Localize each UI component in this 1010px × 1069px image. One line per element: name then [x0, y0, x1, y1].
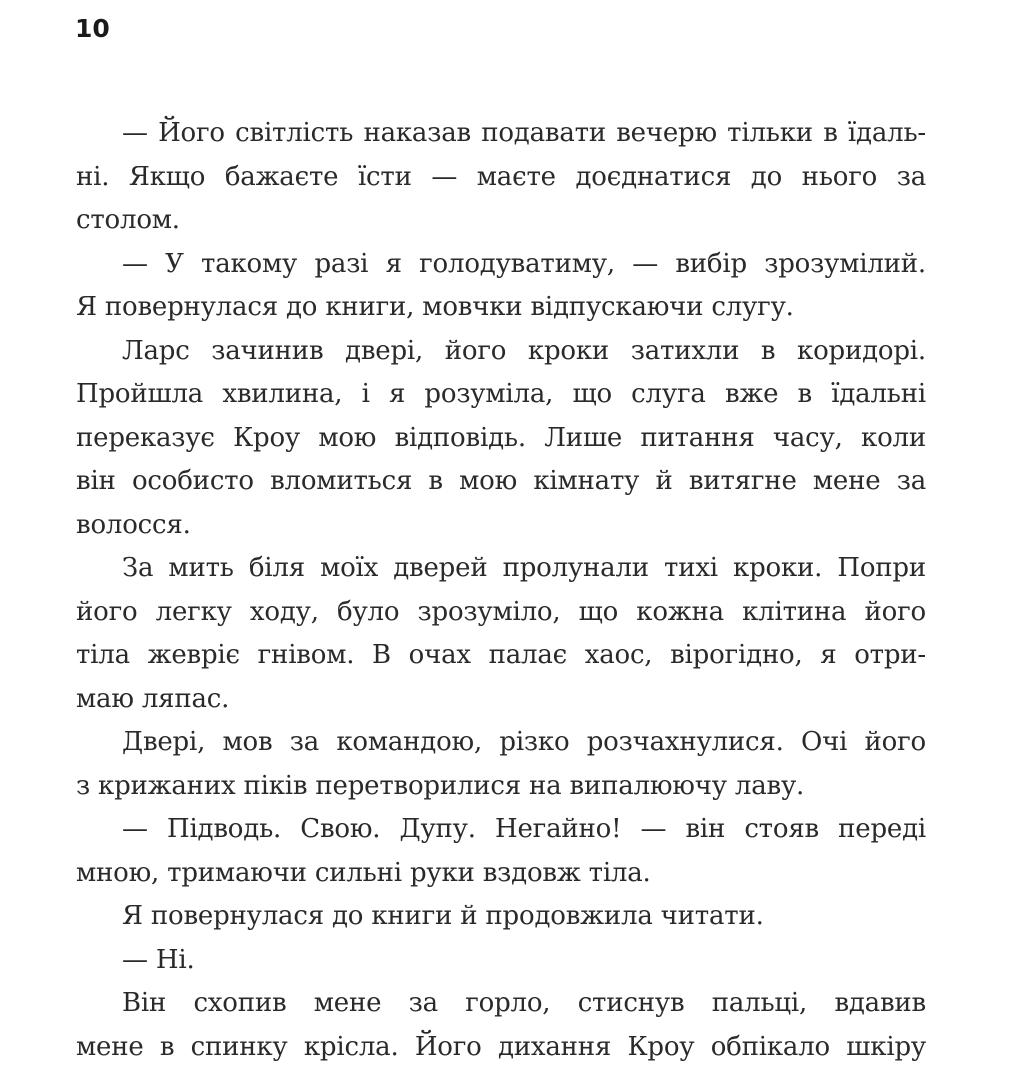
text-line: — Його світлість наказав подавати вечерю тільки в їдаль-	[122, 118, 926, 148]
text-line: маю ляпас.	[76, 683, 230, 714]
text-line: він особисто вломиться в мою кімнату й витягне мене за	[76, 466, 926, 496]
text-line: Ларс зачинив двері, його кроки затихли в коридорі.	[122, 335, 926, 366]
text-line: столом.	[76, 205, 180, 235]
text-line: тіла жевріє гнівом. В очах палає хаос, вірогідно, я отри-	[76, 640, 926, 670]
text-line: ні. Якщо бажаєте їсти — маєте доєднатися до нього за	[76, 161, 926, 192]
text-line: Двері, мов за командою, різко розчахнулися. Очі його	[122, 727, 926, 757]
text-line: За мить біля моїх дверей пролунали тихі кроки. Попри	[122, 553, 926, 583]
text-line: — Ні.	[122, 944, 195, 975]
text-line: переказує Кроу мою відповідь. Лише питання часу, коли	[76, 422, 926, 453]
text-line: мною, тримаючи сильні руки вздовж тіла.	[76, 857, 651, 888]
text-line: його легку ходу, було зрозуміло, що кожна клітина його	[76, 596, 926, 627]
text-line: Я повернулася до книги, мовчки відпускаючи слугу.	[76, 292, 794, 322]
text-line: — Підводь. Свою. Дупу. Негайно! — він стояв переді	[122, 814, 926, 844]
text-line-cut: мене в спинку крісла. Його дихання Кроу обпікало шкіру	[76, 1031, 926, 1062]
page-number: 10	[75, 14, 110, 43]
text-line: Він схопив мене за горло, стиснув пальці, вдавив	[122, 988, 926, 1018]
text-line: волосся.	[76, 509, 191, 540]
text-line: Я повернулася до книги й продовжила читати.	[122, 901, 764, 931]
body-text	[76, 112, 926, 1062]
text-line: з крижаних піків перетворилися на випалюючу лаву.	[76, 770, 805, 801]
text-line: — У такому разі я голодуватиму, — вибір зрозумілий.	[122, 248, 926, 279]
text-line: Пройшла хвилина, і я розуміла, що слуга вже в їдальні	[76, 379, 926, 409]
